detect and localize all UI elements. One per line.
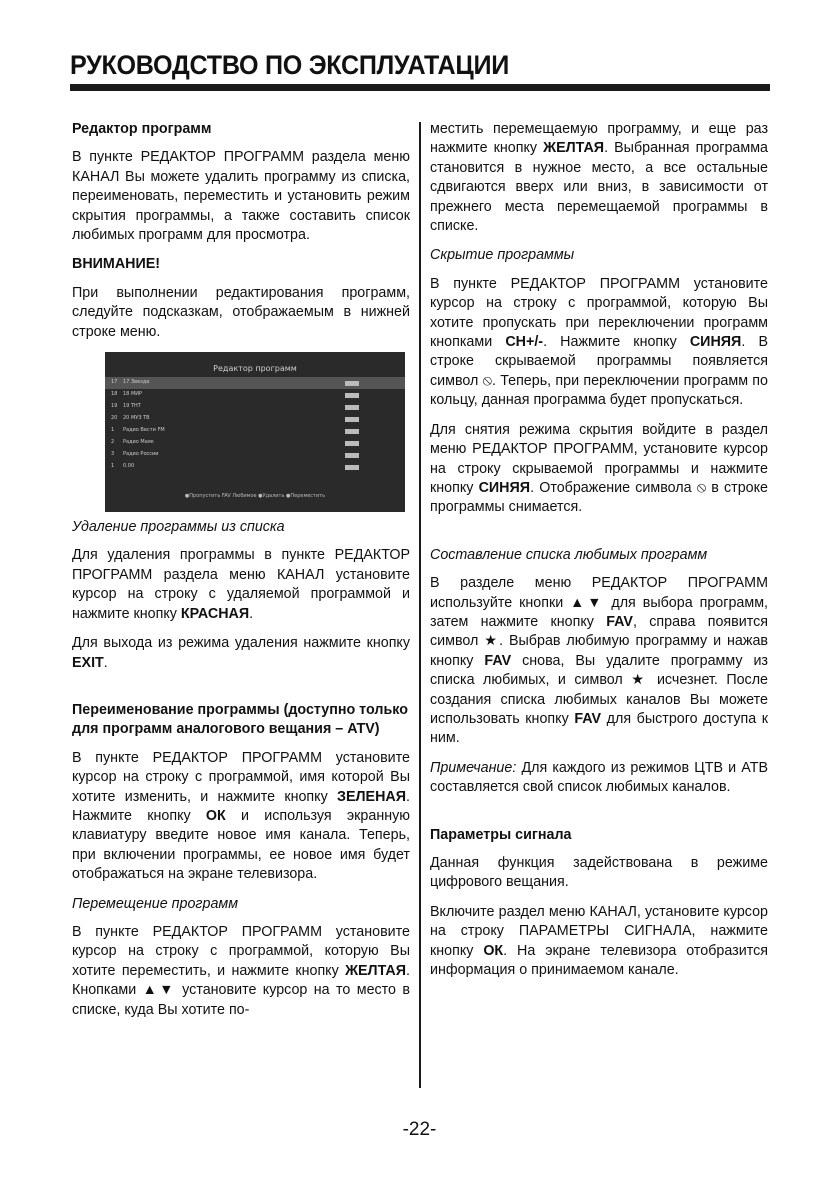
- para-unhide: Для снятия режима скрытия войдите в раздел меню РЕДАКТОР ПРОГРАММ, установите курсор на строку скрываемой программы и нажмите кнопку СИНЯЯ. Отображение символа ⦸ в строке программы снимается.: [430, 421, 768, 516]
- tv-row-num: 1: [111, 427, 115, 434]
- page-header: [70, 50, 770, 91]
- tv-row-tag: [345, 417, 359, 422]
- tv-row-tag: [345, 453, 359, 458]
- subheading-move: Перемещение программ: [72, 895, 238, 912]
- tv-row-num: 20: [111, 415, 118, 422]
- para-move-continued: местить перемещаемую программу, и еще раз нажмите кнопку ЖЕЛТАЯ. Выбранная программа становится в нужное место, а все остальные сдвигаются вверх или вниз, в зависимости от прежнего места перемещаемой программы в списке.: [430, 121, 768, 235]
- para-favorites: В разделе меню РЕДАКТОР ПРОГРАММ используйте кнопки ▲▼ для выбора программ, затем нажмите кнопку FAV, справа появится символ ★. Выбрав любимую программу и нажав кнопку FAV снова, Вы удалите программу из списка любимых, и символ ★ исчезнет. После создания списка любимых каналов Вы можете использовать кнопку FAV для быстрого доступа к ним.: [430, 575, 769, 747]
- para-move: В пункте РЕДАКТОР ПРОГРАММ установите курсор на строку с программой, которую Вы хотите переместить, и нажмите кнопку ЖЕЛТАЯ. Кнопками ▲▼ установите курсор на то место в списке, куда Вы хотите по-: [72, 923, 410, 1018]
- heading-warning: ВНИМАНИЕ!: [72, 256, 161, 273]
- para-delete-1: Для удаления программы в пункте РЕДАКТОР ПРОГРАММ раздела меню КАНАЛ установите курсор на строку с удаляемой программой и нажмите кнопку КРАСНАЯ.: [72, 547, 410, 622]
- para-signal-1: Данная функция задействована в режиме цифрового вещания.: [430, 855, 768, 891]
- tv-row-num: 19: [111, 403, 118, 410]
- subheading-delete: Удаление программы из списка: [72, 519, 285, 536]
- tv-row-name: 20 МУЗ ТВ: [123, 415, 150, 422]
- tv-row-num: 1: [111, 463, 115, 470]
- header-rule: [70, 84, 770, 91]
- heading-editor: Редактор программ: [72, 121, 212, 137]
- para-signal-2: Включите раздел меню КАНАЛ, установите курсор на строку ПАРАМЕТРЫ СИГНАЛА, нажмите кнопку ОК. На экране телевизора отобразится информация о принимаемом канале.: [430, 903, 768, 979]
- tv-screen-title: Редактор программ: [213, 364, 297, 374]
- tv-row-tag: [345, 381, 359, 386]
- tv-row-name: Радио Вести FM: [123, 427, 165, 434]
- para-warning: При выполнении редактирования программ, следуйте подсказкам, отображаемым в нижней строке меню.: [72, 284, 410, 340]
- tv-row-name: 18 МИР: [123, 391, 143, 398]
- tv-row-name: 0.00: [123, 463, 135, 470]
- tv-row-num: 3: [111, 451, 115, 458]
- heading-signal: Параметры сигнала: [430, 826, 572, 843]
- para-hide: В пункте РЕДАКТОР ПРОГРАММ установите курсор на строку с программой, которую Вы хотите пропускать при переключении программ кнопками CH+/-. Нажмите кнопку СИНЯЯ. В строке скрываемой программы появляется символ ⦸. Теперь, при переключении программ по кольцу, данная программа будет пропускаться.: [430, 275, 768, 409]
- tv-row-name: 17 Звезда: [123, 379, 150, 386]
- para-note: Примечание: Для каждого из режимов ЦТВ и АТВ составляется свой список любимых каналов.: [430, 759, 768, 796]
- tv-row-tag: [345, 441, 359, 446]
- page-number: -22-: [402, 1119, 437, 1140]
- tv-row-tag: [345, 393, 359, 398]
- subheading-favorites: Составление списка любимых программ: [430, 546, 708, 563]
- column-divider: [419, 122, 421, 1088]
- subheading-hide: Скрытие программы: [430, 247, 575, 264]
- tv-row-tag: [345, 465, 359, 470]
- tv-row: [105, 461, 405, 473]
- tv-row-num: 17: [111, 379, 118, 386]
- tv-row-num: 2: [111, 439, 115, 446]
- tv-row-tag: [345, 405, 359, 410]
- tv-screenshot: [105, 352, 405, 512]
- left-column: [72, 120, 410, 1030]
- para-editor: В пункте РЕДАКТОР ПРОГРАММ раздела меню КАНАЛ Вы можете удалить программу из списка, переименовать, переместить и установить режим скрытия программы, а также составить список любимых программ для просмотра.: [72, 149, 410, 244]
- tv-screen-hints: ●Пропустить FAV Любимое ●Удалить ●Переместить: [184, 492, 326, 499]
- heading-rename: Переименование программы (доступно только для программ аналогового вещания – ATV): [72, 701, 408, 738]
- para-delete-2: Для выхода из режима удаления нажмите кнопку EXIT.: [72, 635, 410, 671]
- tv-row-name: Радио России: [123, 451, 159, 458]
- tv-row-name: 19 ТНТ: [123, 403, 141, 410]
- tv-row-tag: [345, 429, 359, 434]
- page-title: РУКОВОДСТВО ПО ЭКСПЛУАТАЦИИ: [70, 50, 509, 80]
- tv-row-name: Радио Маяк: [123, 439, 154, 446]
- para-rename: В пункте РЕДАКТОР ПРОГРАММ установите курсор на строку с программой, имя которой Вы хотите изменить, и нажмите кнопку ЗЕЛЕНАЯ. Нажмите кнопку ОК и используя экранную клавиатуру введите новое имя канала. Теперь, при включении программы, ее новое имя будет отображаться на экране телевизора.: [72, 749, 410, 883]
- tv-row-num: 18: [111, 391, 118, 398]
- right-column: [430, 120, 768, 990]
